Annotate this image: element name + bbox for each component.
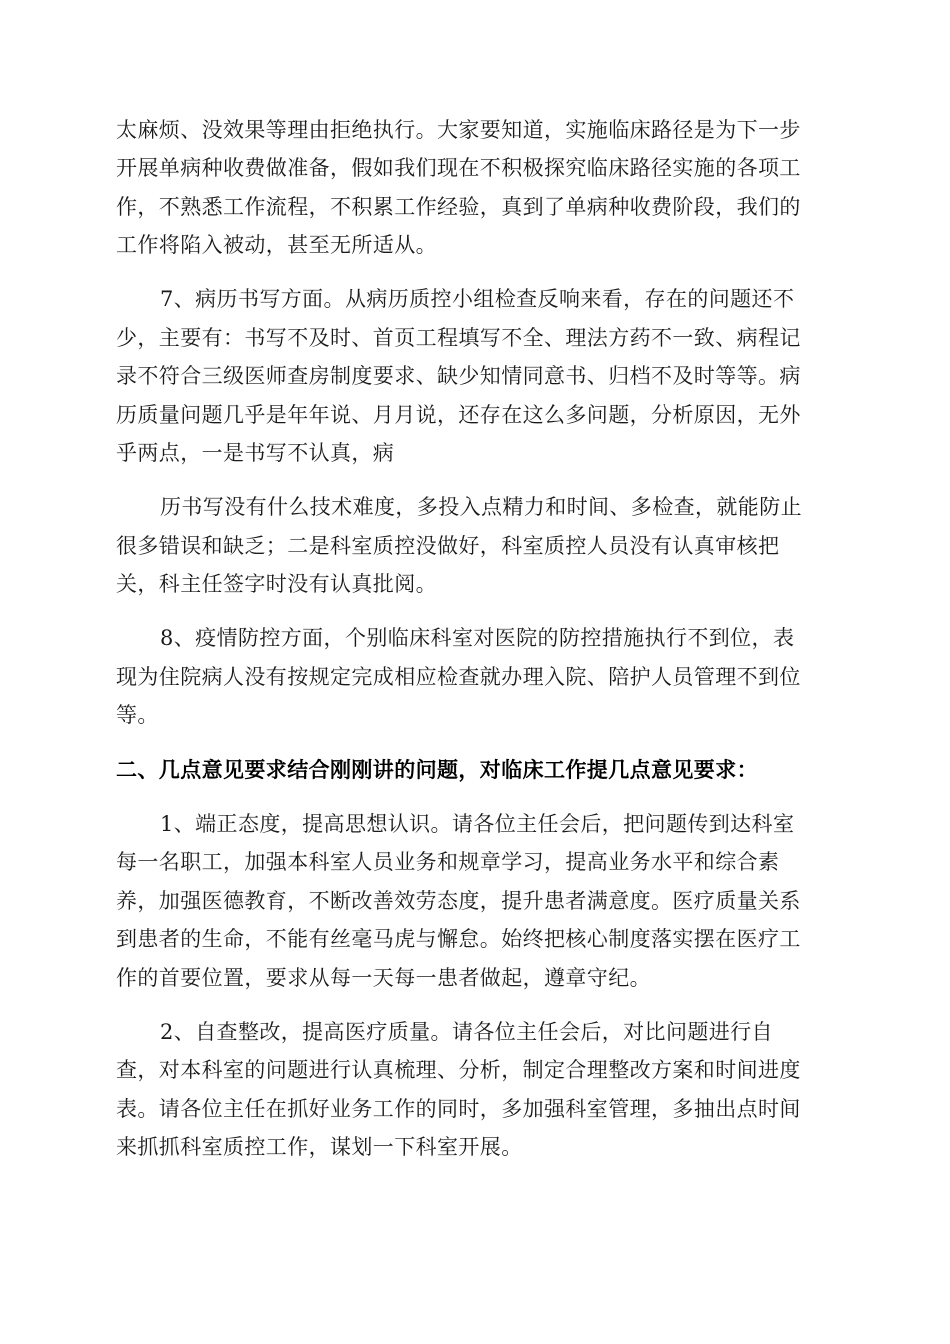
text-line: 作，不熟悉工作流程，不积累工作经验，真到了单病种收费阶段，我们的 [116,195,801,219]
text-line: 查，对本科室的问题进行认真梳理、分析，制定合理整改方案和时间进度 [116,1058,801,1082]
text-line: 表。请各位主任在抓好业务工作的同时，多加强科室管理，多抽出点时间 [116,1097,801,1121]
text-line: 来抓抓科室质控工作，谋划一下科室开展。 [116,1135,523,1159]
text-line: 乎两点，一是书写不认真，病 [116,441,395,465]
text-line: 录不符合三级医师查房制度要求、缺少知情同意书、归档不及时等等。病 [116,364,801,388]
text-line: 工作将陷入被动，甚至无所适从。 [116,233,437,257]
section-heading: 二、几点意见要求结合刚刚讲的问题，对临床工作提几点意见要求： [116,757,758,782]
paragraph-1-start: 1、端正态度，提高思想认识。请各位主任会后，把问题传到达科室 [160,812,795,836]
paragraph-7-start: 7、病历书写方面。从病历质控小组检查反响来看，存在的问题还不 [160,287,795,311]
text-line: 关，科主任签字时没有认真批阅。 [116,572,437,596]
text-line: 很多错误和缺乏；二是科室质控没做好，科室质控人员没有认真审核把 [116,534,780,558]
text-line: 等。 [116,703,159,727]
paragraph-8-start: 8、疫情防控方面，个别临床科室对医院的防控措施执行不到位，表 [160,626,795,650]
text-line: 少，主要有：书写不及时、首页工程填写不全、理法方药不一致、病程记 [116,326,801,350]
text-line: 太麻烦、没效果等理由拒绝执行。大家要知道，实施临床路径是为下一步 [116,118,801,142]
text-line: 每一名职工，加强本科室人员业务和规章学习，提高业务水平和综合素 [116,850,780,874]
text-line: 现为住院病人没有按规定完成相应检查就办理入院、陪护人员管理不到位 [116,665,801,689]
text-line: 开展单病种收费做准备，假如我们现在不积极探究临床路径实施的各项工 [116,156,801,180]
paragraph-continuation: 历书写没有什么技术难度，多投入点精力和时间、多检查，就能防止 [160,495,802,519]
text-line: 到患者的生命，不能有丝毫马虎与懈怠。始终把核心制度落实摆在医疗工 [116,927,801,951]
text-line: 历质量问题几乎是年年说、月月说，还存在这么多问题，分析原因，无外 [116,403,801,427]
text-line: 养，加强医德教育，不断改善效劳态度，提升患者满意度。医疗质量关系 [116,889,801,913]
text-line: 作的首要位置，要求从每一天每一患者做起，遵章守纪。 [116,966,651,990]
paragraph-2-start: 2、自查整改，提高医疗质量。请各位主任会后，对比问题进行自 [160,1020,773,1044]
